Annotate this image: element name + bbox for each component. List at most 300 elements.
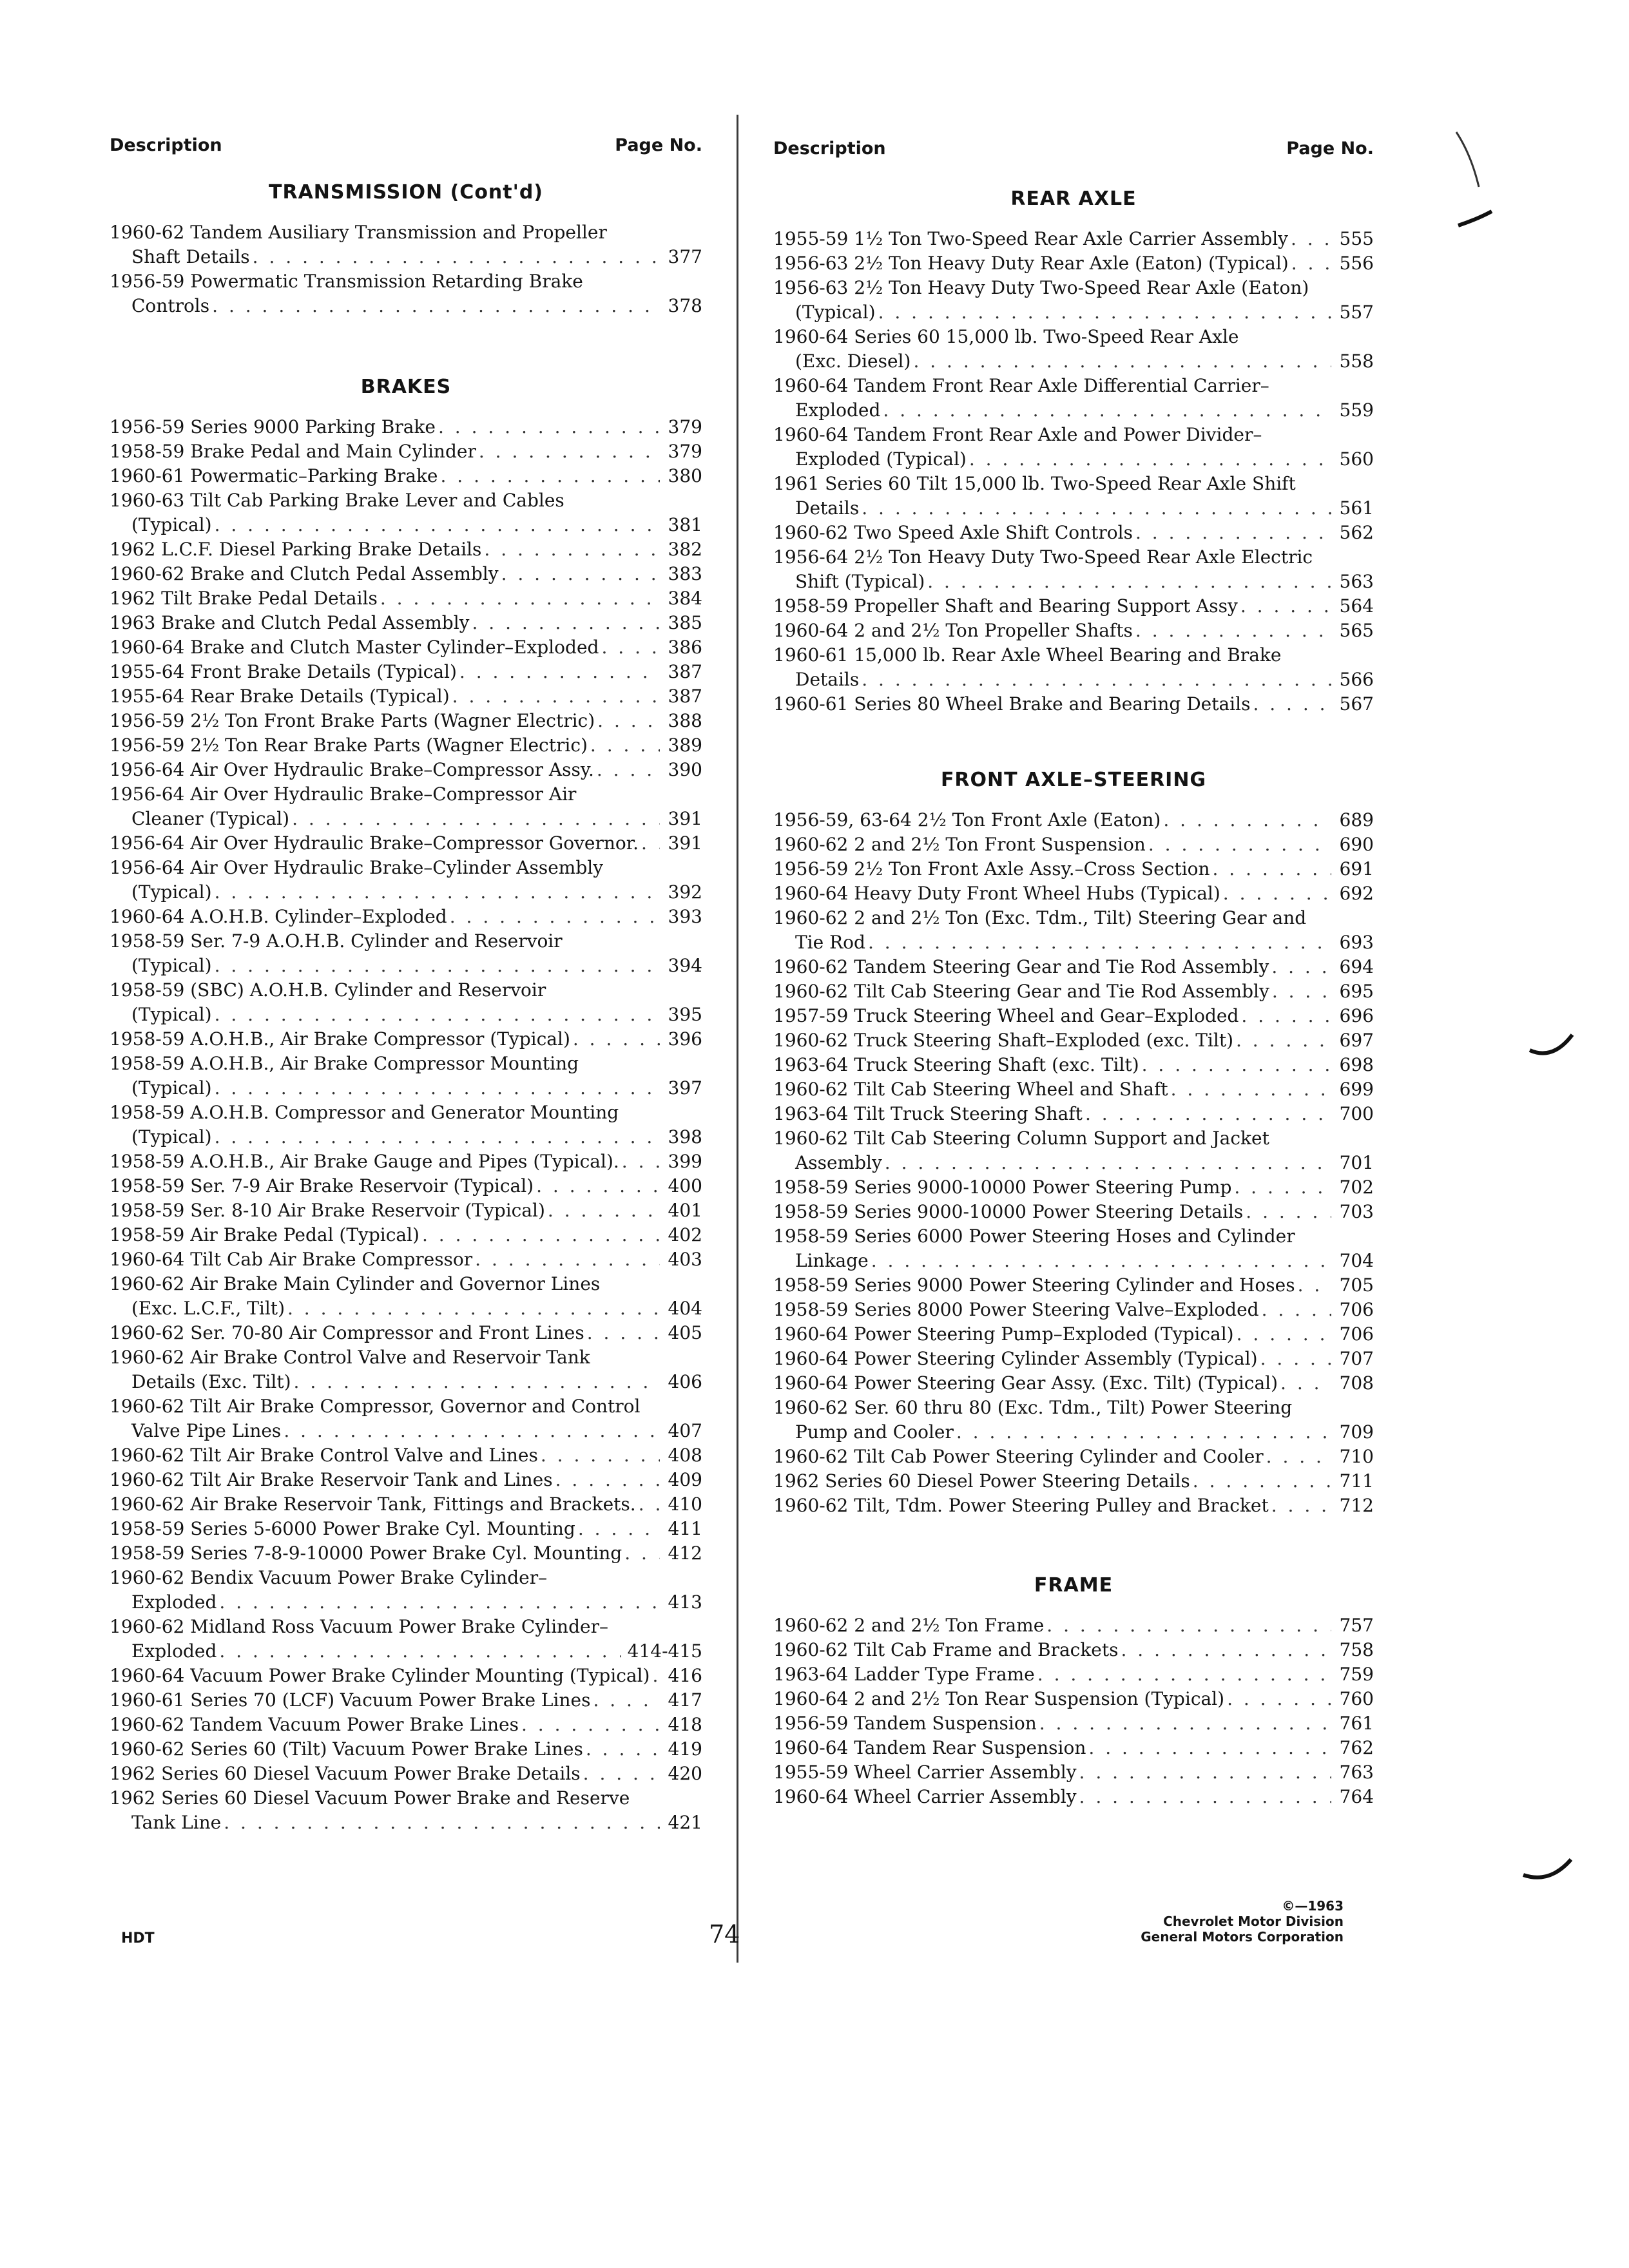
entry-text: 1960-62 Tilt Air Brake Reservoir Tank and Lines [110, 1469, 553, 1490]
entry-text: Valve Pipe Lines [131, 1420, 282, 1441]
index-entry [110, 1443, 702, 1468]
section-title: FRONT AXLE–STEERING [940, 769, 1207, 791]
dot-leader [885, 1151, 1331, 1175]
entry-page-number: 393 [668, 906, 702, 927]
dot-leader [956, 1420, 1331, 1445]
entry-text: 1958-59 Ser. 7-9 Air Brake Reservoir (Typical) [110, 1175, 534, 1196]
entry-text: 1960-64 Tandem Rear Suspension [773, 1737, 1086, 1758]
index-entry [773, 643, 1374, 692]
index-entry [110, 782, 702, 831]
entry-page-number: 563 [1339, 571, 1374, 592]
index-entry [773, 594, 1374, 619]
entry-text: 1960-64 Wheel Carrier Assembly [773, 1786, 1077, 1807]
entry-text: 1963 Brake and Clutch Pedal Assembly [110, 612, 470, 633]
index-entry [773, 227, 1374, 251]
section-title: REAR AXLE [1010, 187, 1137, 210]
entry-text: 1956-63 2½ Ton Heavy Duty Rear Axle (Eaton) (Typical) [773, 253, 1289, 274]
entry-text: Shift (Typical) [795, 571, 925, 592]
entry-page-number: 561 [1339, 497, 1374, 519]
entry-page-number: 378 [668, 295, 702, 316]
entry-text: 1960-62 Midland Ross Vacuum Power Brake Cylinder– [110, 1616, 608, 1637]
dot-leader [536, 1174, 660, 1198]
page-no-heading: Page No. [1286, 139, 1374, 159]
section-front-axle-steering [773, 767, 1374, 1518]
index-entry [110, 635, 702, 660]
entry-text: 1960-62 Tilt Cab Steering Gear and Tie Rod Assembly [773, 981, 1269, 1002]
page-no-heading: Page No. [615, 135, 702, 155]
index-entry [773, 472, 1374, 521]
dot-leader [913, 349, 1331, 374]
entry-text: 1956-59 Powermatic Transmission Retarding Brake [110, 271, 583, 292]
dot-leader [219, 1590, 660, 1615]
index-entry [773, 545, 1374, 594]
dot-leader [927, 570, 1331, 594]
entry-text: (Exc. Diesel) [795, 351, 911, 372]
dot-leader [1234, 1175, 1331, 1200]
dot-leader [1262, 1298, 1331, 1322]
dot-leader [1046, 1613, 1331, 1638]
entry-page-number: 567 [1339, 693, 1374, 715]
entry-text: 1960-61 Powermatic–Parking Brake [110, 465, 438, 486]
entry-page-number: 381 [668, 514, 702, 535]
dot-leader [878, 300, 1331, 325]
dot-leader [1088, 1736, 1331, 1760]
entry-text: (Typical) [131, 1077, 212, 1099]
dot-leader [215, 954, 660, 978]
footer-code: HDT [121, 1930, 155, 1946]
entry-page-number: 409 [668, 1469, 702, 1490]
entry-page-number: 703 [1339, 1201, 1374, 1222]
index-entry [110, 1737, 702, 1762]
entry-page-number: 566 [1339, 669, 1374, 690]
entry-text: 1963-64 Tilt Truck Steering Shaft [773, 1103, 1083, 1124]
index-entry [773, 979, 1374, 1004]
index-entry [773, 374, 1374, 423]
dot-leader [555, 1468, 660, 1492]
entry-list [773, 808, 1374, 1518]
entry-text: 1958-59 Propeller Shaft and Bearing Support Assy [773, 595, 1238, 617]
index-entry [110, 1786, 702, 1835]
entry-text: 1958-59 (SBC) A.O.H.B. Cylinder and Reservoir [110, 979, 546, 1001]
index-entry [110, 586, 702, 611]
entry-text: 1960-62 2 and 2½ Ton Frame [773, 1615, 1045, 1636]
index-entry [773, 1053, 1374, 1077]
entry-text: 1960-62 Air Brake Main Cylinder and Governor Lines [110, 1273, 601, 1294]
index-entry [110, 1713, 702, 1737]
index-entry [773, 832, 1374, 857]
entry-text: 1960-62 Tilt, Tdm. Power Steering Pulley and Bracket [773, 1495, 1269, 1516]
entry-page-number: 693 [1339, 932, 1374, 953]
index-entry [773, 1175, 1374, 1200]
entry-text: (Typical) [795, 302, 876, 323]
entry-page-number: 702 [1339, 1177, 1374, 1198]
entry-text: 1955-59 Wheel Carrier Assembly [773, 1762, 1077, 1783]
dot-leader [1079, 1760, 1331, 1785]
entry-text: 1962 Series 60 Diesel Power Steering Details [773, 1470, 1190, 1492]
entry-page-number: 386 [668, 637, 702, 658]
entry-text: 1958-59 A.O.H.B., Air Brake Compressor Mounting [110, 1053, 579, 1074]
section-title: FRAME [1034, 1574, 1113, 1597]
punch-hole-mark-icon [1527, 1031, 1576, 1063]
entry-text: Exploded (Typical) [795, 448, 967, 470]
entry-text: 1960-62 Tilt Cab Steering Column Support and Jacket [773, 1128, 1269, 1149]
entry-page-number: 389 [668, 735, 702, 756]
dot-leader [1246, 1200, 1331, 1224]
index-entry [110, 1100, 702, 1149]
entry-page-number: 696 [1339, 1005, 1374, 1026]
entry-text: 1960-61 Series 70 (LCF) Vacuum Power Brake Lines [110, 1689, 591, 1711]
index-entry [110, 1468, 702, 1492]
entry-text: 1960-64 Power Steering Gear Assy. (Exc. Tilt) (Typical) [773, 1372, 1278, 1394]
index-entry [110, 1688, 702, 1713]
dot-leader [479, 439, 660, 464]
entry-text: 1956-64 2½ Ton Heavy Duty Two-Speed Rear Axle Electric [773, 546, 1313, 568]
dot-leader [1291, 227, 1331, 251]
section-frame [773, 1572, 1374, 1809]
entry-text: 1956-59 2½ Ton Front Axle Assy.–Cross Section [773, 858, 1210, 879]
entry-text: 1960-64 2 and 2½ Ton Rear Suspension (Typical) [773, 1688, 1225, 1709]
index-entry [773, 1102, 1374, 1126]
entry-text: (Typical) [131, 881, 212, 903]
entry-text: 1956-59 Series 9000 Parking Brake [110, 416, 436, 437]
dot-leader [1280, 1371, 1331, 1396]
entry-text: 1958-59 A.O.H.B., Air Brake Compressor (Typical) [110, 1028, 570, 1050]
entry-page-number: 414-415 [627, 1640, 702, 1662]
entry-page-number: 406 [668, 1371, 702, 1392]
entry-page-number: 699 [1339, 1079, 1374, 1100]
index-entry [110, 1247, 702, 1272]
dot-leader [1272, 979, 1331, 1004]
index-entry [773, 906, 1374, 955]
entry-text: (Exc. L.C.F., Tilt) [131, 1298, 285, 1319]
index-entry [110, 709, 702, 733]
entry-page-number: 419 [668, 1738, 702, 1760]
dot-leader [1121, 1638, 1332, 1662]
entry-text: 1960-64 Tilt Cab Air Brake Compressor [110, 1249, 473, 1270]
entry-text: 1960-62 Tandem Vacuum Power Brake Lines [110, 1714, 519, 1735]
entry-text: 1961 Series 60 Tilt 15,000 lb. Two-Speed Rear Axle Shift [773, 473, 1296, 494]
dot-leader [212, 294, 660, 318]
entry-page-number: 560 [1339, 448, 1374, 470]
index-entry [110, 684, 702, 709]
dot-leader [862, 668, 1331, 692]
entry-text: 1958-59 Series 5-6000 Power Brake Cyl. Mounting [110, 1518, 575, 1539]
index-entry [773, 619, 1374, 643]
dot-leader [868, 930, 1331, 955]
index-entry [110, 562, 702, 586]
entry-text: 1960-62 Tilt Cab Frame and Brackets [773, 1639, 1119, 1660]
entry-page-number: 382 [668, 539, 702, 560]
dot-leader [1291, 251, 1331, 276]
entry-text: Linkage [795, 1250, 869, 1271]
dot-leader [597, 709, 660, 733]
dot-leader [624, 1541, 660, 1566]
entry-text: 1960-62 Ser. 70-80 Air Compressor and Front Lines [110, 1322, 584, 1343]
entry-page-number: 556 [1339, 253, 1374, 274]
dot-leader [1227, 1687, 1331, 1711]
entry-page-number: 397 [668, 1077, 702, 1099]
entry-text: Assembly [795, 1152, 882, 1173]
left-column-header [110, 135, 702, 161]
dot-leader [1212, 857, 1331, 881]
entry-text: 1958-59 Series 9000 Power Steering Cylinder and Hoses [773, 1274, 1295, 1296]
entry-page-number: 399 [668, 1151, 702, 1172]
entry-text: 1960-64 Tandem Front Rear Axle and Power Divider– [773, 424, 1262, 445]
index-entry [773, 1004, 1374, 1028]
entry-page-number: 564 [1339, 595, 1374, 617]
index-entry [110, 1394, 702, 1443]
entry-page-number: 390 [668, 759, 702, 780]
entry-page-number: 707 [1339, 1348, 1374, 1369]
page-number: 74 [709, 1920, 740, 1948]
index-entry [773, 1613, 1374, 1638]
entry-page-number: 761 [1339, 1713, 1374, 1734]
entry-page-number: 763 [1339, 1762, 1374, 1783]
index-entry [773, 1126, 1374, 1175]
dot-leader [292, 807, 660, 831]
section-rear-axle [773, 186, 1374, 716]
entry-list [773, 1613, 1374, 1809]
dot-leader [1241, 1004, 1331, 1028]
entry-text: Details (Exc. Tilt) [131, 1371, 291, 1392]
dot-leader [601, 635, 660, 660]
entry-text: Shaft Details [131, 246, 250, 267]
index-entry [110, 1027, 702, 1052]
dot-leader [578, 1517, 660, 1541]
entry-page-number: 695 [1339, 981, 1374, 1002]
entry-text: 1963-64 Truck Steering Shaft (exc. Tilt) [773, 1054, 1139, 1075]
dot-leader [1271, 1494, 1331, 1518]
entry-page-number: 758 [1339, 1639, 1374, 1660]
index-entry [773, 1077, 1374, 1102]
dot-leader [219, 1639, 621, 1664]
entry-text: 1960-62 Tilt Air Brake Compressor, Governor and Control [110, 1396, 641, 1417]
entry-page-number: 759 [1339, 1664, 1374, 1685]
dot-leader [1271, 955, 1331, 979]
section-title: TRANSMISSION (Cont'd) [269, 181, 543, 204]
index-entry [110, 1272, 702, 1321]
entry-text: 1960-64 Heavy Duty Front Wheel Hubs (Typical) [773, 883, 1220, 904]
entry-text: 1962 L.C.F. Diesel Parking Brake Details [110, 539, 482, 560]
entry-page-number: 379 [668, 441, 702, 462]
dot-leader [294, 1370, 660, 1394]
index-entry [773, 1298, 1374, 1322]
dot-leader [380, 586, 660, 611]
index-entry [773, 1785, 1374, 1809]
entry-page-number: 757 [1339, 1615, 1374, 1636]
entry-page-number: 421 [668, 1812, 702, 1833]
index-entry [110, 1149, 702, 1174]
entry-text: 1956-59 Tandem Suspension [773, 1713, 1037, 1734]
entry-page-number: 400 [668, 1175, 702, 1196]
dot-leader [224, 1811, 660, 1835]
dot-leader [969, 447, 1331, 472]
dot-leader [1085, 1102, 1331, 1126]
section-brakes [110, 374, 702, 1835]
entry-text: Pump and Cooler [795, 1421, 954, 1443]
entry-text: Exploded [131, 1640, 217, 1662]
index-entry [110, 856, 702, 905]
entry-text: 1962 Series 60 Diesel Vacuum Power Brake Details [110, 1763, 581, 1784]
dot-leader [1298, 1273, 1331, 1298]
entry-page-number: 391 [668, 808, 702, 829]
index-entry [110, 1615, 702, 1664]
entry-text: (Typical) [131, 514, 212, 535]
entry-page-number: 711 [1339, 1470, 1374, 1492]
entry-page-number: 417 [668, 1689, 702, 1711]
entry-text: 1958-59 Series 9000-10000 Power Steering Details [773, 1201, 1244, 1222]
index-entry [773, 1371, 1374, 1396]
entry-page-number: 706 [1339, 1323, 1374, 1345]
index-entry [110, 905, 702, 929]
entry-page-number: 391 [668, 832, 702, 854]
dot-leader [438, 415, 660, 439]
entry-page-number: 385 [668, 612, 702, 633]
dot-leader [587, 1321, 660, 1345]
entry-text: 1960-64 Tandem Front Rear Axle Differential Carrier– [773, 375, 1269, 396]
entry-page-number: 562 [1339, 522, 1374, 543]
entry-text: 1955-64 Front Brake Details (Typical) [110, 661, 457, 682]
entry-text: 1956-59 2½ Ton Front Brake Parts (Wagner Electric) [110, 710, 595, 731]
entry-text: 1960-64 Series 60 15,000 lb. Two-Speed Rear Axle [773, 326, 1239, 347]
entry-page-number: 402 [668, 1224, 702, 1245]
entry-page-number: 410 [668, 1494, 702, 1515]
index-entry [110, 1345, 702, 1394]
entry-page-number: 697 [1339, 1030, 1374, 1051]
dot-leader [215, 513, 660, 537]
index-entry [773, 423, 1374, 472]
entry-text: 1958-59 Series 9000-10000 Power Steering Pump [773, 1177, 1232, 1198]
entry-text: 1958-59 Series 7-8-9-10000 Power Brake Cyl. Mounting [110, 1542, 622, 1564]
entry-text: 1956-63 2½ Ton Heavy Duty Two-Speed Rear Axle (Eaton) [773, 277, 1309, 298]
entry-page-number: 691 [1339, 858, 1374, 879]
dot-leader [452, 684, 660, 709]
dot-leader [484, 537, 660, 562]
dot-leader [215, 1125, 660, 1149]
entry-page-number: 407 [668, 1420, 702, 1441]
entry-page-number: 705 [1339, 1274, 1374, 1296]
entry-page-number: 412 [668, 1542, 702, 1564]
dot-leader [1163, 808, 1331, 832]
entry-text: 1960-62 Two Speed Axle Shift Controls [773, 522, 1133, 543]
index-entry [773, 1028, 1374, 1053]
index-entry [773, 692, 1374, 716]
dot-leader [1223, 881, 1331, 906]
dot-leader [1148, 832, 1331, 857]
dot-leader [590, 733, 660, 758]
dot-leader [1236, 1028, 1331, 1053]
entry-page-number: 692 [1339, 883, 1374, 904]
entry-text: 1960-62 2 and 2½ Ton (Exc. Tdm., Tilt) Steering Gear and [773, 907, 1307, 928]
entry-text: 1960-62 Tilt Air Brake Control Valve and Lines [110, 1445, 538, 1466]
entry-page-number: 700 [1339, 1103, 1374, 1124]
entry-text: 1958-59 Ser. 7-9 A.O.H.B. Cylinder and Reservoir [110, 930, 563, 952]
dot-leader [586, 1737, 660, 1762]
entry-text: 1960-62 Air Brake Reservoir Tank, Fittings and Brackets. [110, 1494, 636, 1515]
index-entry [773, 1736, 1374, 1760]
entry-text: Tank Line [131, 1812, 222, 1833]
entry-text: Exploded [795, 399, 881, 421]
entry-text: 1960-62 Bendix Vacuum Power Brake Cylinder– [110, 1567, 548, 1588]
entry-page-number: 706 [1339, 1299, 1374, 1320]
entry-page-number: 380 [668, 465, 702, 486]
index-entry [110, 220, 702, 269]
dot-leader [501, 562, 660, 586]
dot-leader [284, 1419, 660, 1443]
entry-text: 1960-62 Air Brake Control Valve and Reservoir Tank [110, 1347, 590, 1368]
entry-text: 1956-64 Air Over Hydraulic Brake–Compressor Air [110, 783, 577, 805]
index-entry [773, 1322, 1374, 1347]
dot-leader [1193, 1469, 1331, 1494]
index-entry [110, 831, 702, 856]
copyright-block [1141, 1898, 1344, 1945]
entry-page-number: 708 [1339, 1372, 1374, 1394]
index-entry [773, 1760, 1374, 1785]
entry-page-number: 694 [1339, 956, 1374, 977]
dot-leader [215, 1003, 660, 1027]
section-transmission [110, 179, 702, 318]
index-entry [110, 1566, 702, 1615]
entry-page-number: 762 [1339, 1737, 1374, 1758]
entry-page-number: 709 [1339, 1421, 1374, 1443]
entry-page-number: 388 [668, 710, 702, 731]
index-entry [110, 1492, 702, 1517]
entry-text: 1956-59, 63-64 2½ Ton Front Axle (Eaton) [773, 809, 1161, 831]
index-entry [773, 1396, 1374, 1445]
entry-page-number: 701 [1339, 1152, 1374, 1173]
entry-page-number: 559 [1339, 399, 1374, 421]
index-entry [773, 1224, 1374, 1273]
index-entry [110, 269, 702, 318]
entry-page-number: 420 [668, 1763, 702, 1784]
index-entry [110, 978, 702, 1027]
dot-leader [459, 660, 660, 684]
entry-text: 1960-62 2 and 2½ Ton Front Suspension [773, 834, 1146, 855]
entry-text: 1960-64 Power Steering Cylinder Assembly (Typical) [773, 1348, 1258, 1369]
entry-text: 1956-64 Air Over Hydraulic Brake–Cylinder Assembly [110, 857, 604, 878]
index-entry [773, 1711, 1374, 1736]
entry-page-number: 690 [1339, 834, 1374, 855]
entry-page-number: 394 [668, 955, 702, 976]
index-entry [110, 1541, 702, 1566]
entry-text: 1958-59 Brake Pedal and Main Cylinder [110, 441, 476, 462]
dot-leader [1142, 1053, 1331, 1077]
entry-text: 1955-59 1½ Ton Two-Speed Rear Axle Carrier Assembly [773, 228, 1288, 249]
entry-text: 1958-59 Air Brake Pedal (Typical) [110, 1224, 419, 1245]
entry-text: 1955-64 Rear Brake Details (Typical) [110, 686, 450, 707]
index-entry [110, 1223, 702, 1247]
dot-leader [521, 1713, 660, 1737]
entry-text: 1960-61 Series 80 Wheel Brake and Bearing Details [773, 693, 1251, 715]
entry-text: 1956-64 Air Over Hydraulic Brake–Compressor Governor. [110, 832, 639, 854]
dot-leader [548, 1198, 660, 1223]
entry-page-number: 689 [1339, 809, 1374, 831]
index-entry [110, 1517, 702, 1541]
entry-text: 1960-64 Brake and Clutch Master Cylinder–Exploded [110, 637, 599, 658]
index-entry [110, 488, 702, 537]
index-entry [773, 808, 1374, 832]
description-heading: Description [773, 139, 886, 159]
entry-page-number: 764 [1339, 1786, 1374, 1807]
copyright-line: General Motors Corporation [1141, 1929, 1344, 1945]
entry-list [110, 220, 702, 318]
section-title: BRAKES [360, 376, 452, 398]
entry-text: 1956-59 2½ Ton Rear Brake Parts (Wagner Electric) [110, 735, 588, 756]
entry-page-number: 413 [668, 1591, 702, 1613]
entry-page-number: 698 [1339, 1054, 1374, 1075]
entry-page-number: 387 [668, 661, 702, 682]
index-entry [110, 1762, 702, 1786]
